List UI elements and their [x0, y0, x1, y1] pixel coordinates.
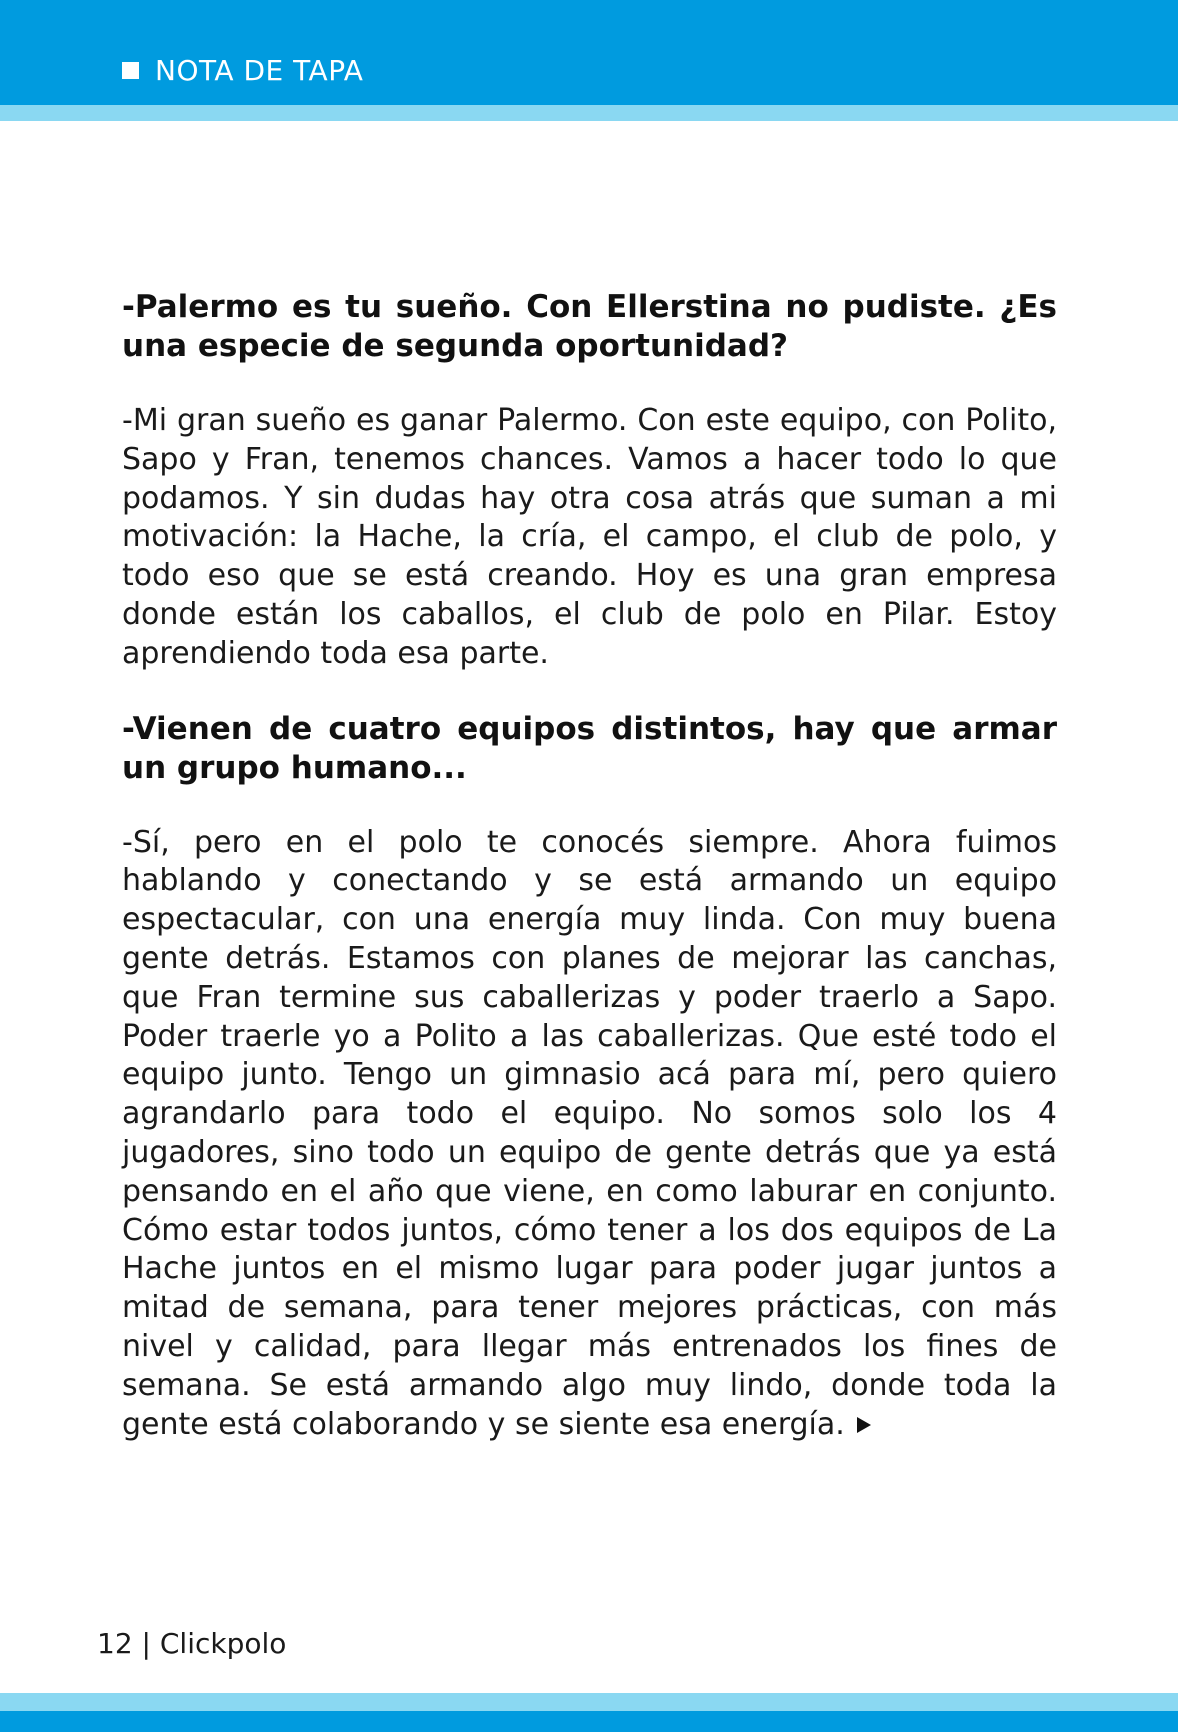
square-bullet-icon [122, 62, 139, 79]
header-accent-stripe [0, 105, 1178, 121]
interview-answer-1: -Mi gran sueño es ganar Palermo. Con este equipo, con Polito, Sapo y Fran, tenemos chances. Vamos a hacer todo lo que podamos. Y sin dudas hay otra cosa atrás que suman a mi motivación: la Hache, la cría, el campo, el club de polo, y todo eso que se está creando. Hoy es una gran empresa donde están los caballos, el club de polo en Pilar. Estoy aprendiendo toda esa parte. [122, 403, 1057, 671]
section-label [122, 50, 363, 90]
interview-question-1: -Palermo es tu sueño. Con Ellerstina no pudiste. ¿Es una especie de segunda oportunidad? [122, 289, 1057, 364]
end-of-article-triangle-icon [857, 1417, 871, 1433]
interview-question-2: -Vienen de cuatro equipos distintos, hay que armar un grupo humano... [122, 710, 1057, 786]
footer-accent-stripe [0, 1693, 1178, 1711]
article-body [122, 288, 1057, 1444]
interview-answer-2: -Sí, pero en el polo te conocés siempre. Ahora fuimos hablando y conectando y se está armando un equipo espectacular, con una energía muy linda. Con muy buena gente detrás. Estamos con planes de mejorar las canchas, que Fran termine sus caballerizas y poder traerlo a Sapo. Poder traerle yo a Polito a las caballerizas. Que esté todo el equipo junto. Tengo un gimnasio acá para mí, pero quiero agrandarlo para todo el equipo. No somos solo los 4 jugadores, sino todo un equipo de gente detrás que ya está pensando en el año que viene, en como laburar en conjunto. Cómo estar todos juntos, cómo tener a los dos equipos de La Hache juntos en el mismo lugar para poder jugar juntos a mitad de semana, para tener mejores prácticas, con más nivel y calidad, para llegar más entrenados los fines de semana. Se está armando algo muy lindo, donde toda la gente está colaborando y se siente esa energía. [122, 824, 1057, 1442]
interview-answer-2-container [122, 824, 1057, 1445]
footer-band [0, 1711, 1178, 1732]
section-label-text: NOTA DE TAPA [155, 53, 364, 87]
page-footer: 12 | Clickpolo [97, 1627, 287, 1660]
